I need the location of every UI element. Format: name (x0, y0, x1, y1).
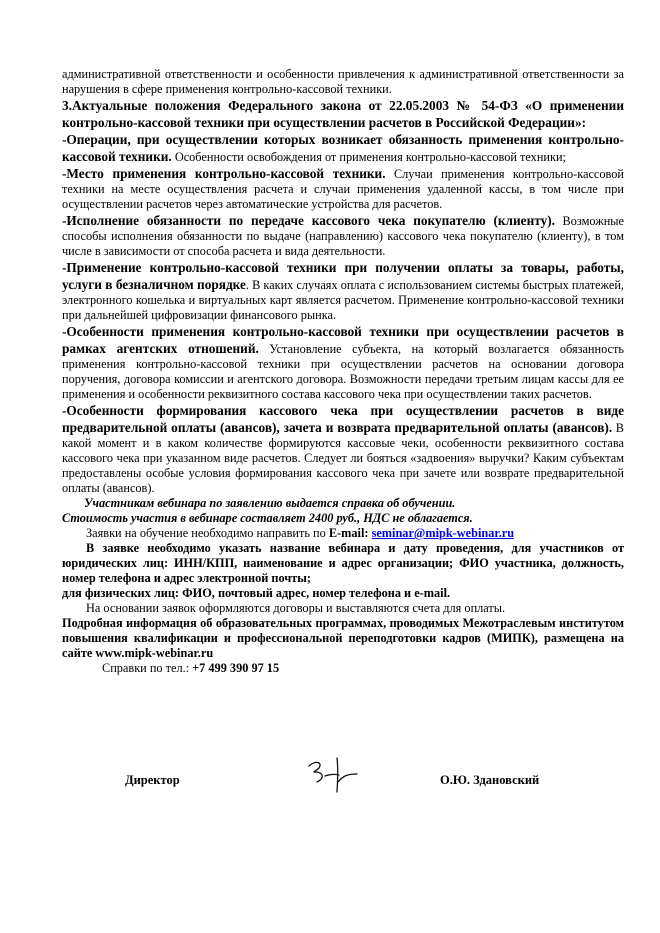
item-text: . В каких случаях оплата с использованием системы быстрых платежей, электронного кошелька и виртуальных карт является расчетом. Применение контрольно-кассовой техники при дальнейшей цифровизации финансового рынка. (62, 278, 624, 322)
item-text: В какой момент и в каком количестве формируются кассовые чеки, особенности реквизитного состава кассового чека при указанном виде расчетов. Следует ли бояться «задвоения» выручки? Каким субъектам предоставлены особые условия формирования кассового чека при зачете или возврате предварительной оплаты (авансов). (62, 421, 624, 495)
item-text: Особенности освобождения от применения контрольно-кассовой техники; (171, 150, 566, 164)
item-heading: -Особенности формирования кассового чека при осуществлении расчетов в виде предварительной оплаты (авансов), зачета и возврата предварительной оплаты (авансов). (62, 403, 624, 435)
director-title: Директор (125, 773, 180, 787)
intro-paragraph: административной ответственности и особенности привлечения к административной ответственности за нарушения в сфере применения контрольно-кассовой техники. (62, 67, 624, 96)
item-text: Возможные способы исполнения обязанности по выдаче (направлению) кассового чека покупателю (клиенту), в том числе в зависимости от способа расчета и вида деятельности. (62, 214, 624, 258)
item-heading: -Исполнение обязанности по передаче кассового чека покупателю (клиенту). (62, 213, 555, 228)
more-info-paragraph: Подробная информация об образовательных программах, проводимых Межотраслевым институтом повышения квалификации и профессиональной переподготовки кадров (МИПК), размещена на сайте www.mipk-webinar.ru (62, 616, 624, 660)
list-item (62, 212, 624, 259)
contracts-paragraph: На основании заявок оформляются договоры и выставляются счета для оплаты. (86, 601, 506, 615)
phone-label: Справки по тел.: (102, 661, 193, 675)
list-item (62, 323, 624, 402)
phone-line (62, 661, 624, 676)
email-link[interactable]: seminar@mipk-webinar.ru (371, 526, 515, 540)
handwritten-signature (305, 752, 375, 797)
document-body (62, 67, 624, 676)
application-text: Заявки на обучение необходимо направить по (86, 526, 329, 540)
list-item (62, 131, 624, 165)
list-item (62, 259, 624, 323)
item-heading: -Применение контрольно-кассовой техники при получении оплаты за товары, работы, услуги в безналичном порядке (62, 260, 624, 292)
individuals-paragraph: для физических лиц: ФИО, почтовый адрес, номер телефона и e-mail. (62, 586, 451, 600)
item-heading: -Место применения контрольно-кассовой техники. (62, 166, 386, 181)
phone-number: +7 499 390 97 15 (192, 661, 280, 675)
item-text: Установление субъекта, на который возлагается обязанность применения контрольно-кассовой техники при осуществлении расчетов на основании договора поручения, договора комиссии и агентского договора. Возможности передачи третьим лицам кассы для ее применения и особенности реквизитного состава кассового чека при осуществлении таких расчетов. (62, 342, 624, 401)
item-heading: -Особенности применения контрольно-кассовой техники при осуществлении расчетов в рамках агентских отношений. (62, 324, 624, 356)
director-name: О.Ю. Здановский (440, 773, 540, 787)
item-heading: -Операции, при осуществлении которых возникает обязанность применения контрольно-кассовой техники. (62, 132, 624, 164)
list-item (62, 402, 624, 496)
application-line (62, 526, 624, 541)
price-note: Стоимость участия в вебинаре составляет 2400 руб., НДС не облагается. (62, 511, 473, 525)
item-text: Случаи применения контрольно-кассовой техники на месте осуществления расчета и случаи применения удаленной кассы, в том числе при осуществлении расчетов через автоматические устройства для расчетов. (62, 167, 624, 211)
email-label: E-mail: (328, 526, 372, 540)
signature-block (0, 770, 660, 800)
section-3-title: 3.Актуальные положения Федерального закона от 22.05.2003 № 54-ФЗ «О применении контрольно-кассовой техники при осуществлении расчетов в Российской Федерации»: (62, 98, 624, 130)
certificate-note: Участникам вебинара по заявлению выдается справка об обучении. (84, 496, 456, 510)
requirements-paragraph: В заявке необходимо указать название вебинара и дату проведения, для участников от юридических лиц: ИНН/КПП, наименование и адрес организации; ФИО участника, должность, номер телефона и адрес электронной почты; (62, 541, 624, 585)
list-item (62, 165, 624, 212)
